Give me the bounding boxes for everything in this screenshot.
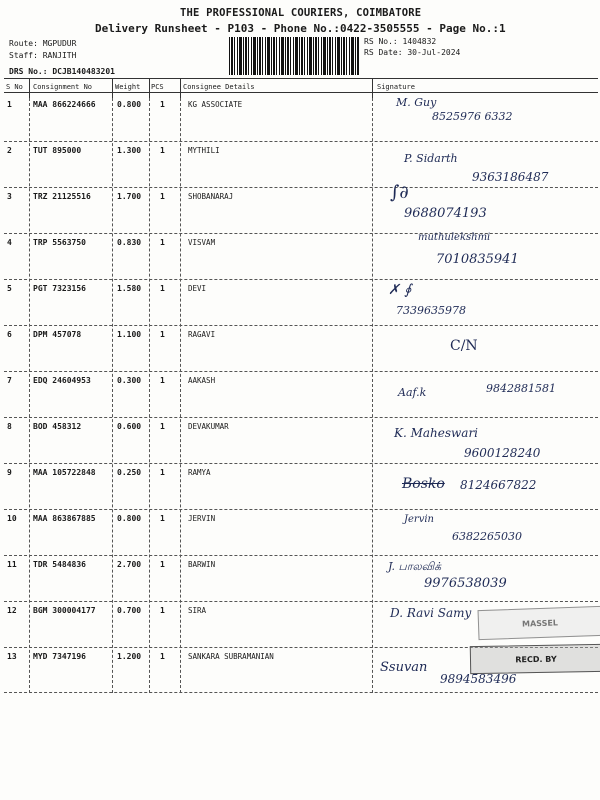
table-row <box>0 96 600 141</box>
table-row <box>0 326 600 371</box>
signature-scribble: ∫∂ <box>390 182 409 203</box>
row-consignment: TUT 895000 <box>33 146 82 155</box>
rs-date: RS Date: 30-Jul-2024 <box>364 48 461 57</box>
signature-phone: 8525976 6332 <box>432 110 513 123</box>
route-label: Route: MGPUDUR <box>9 39 77 48</box>
rs-info <box>364 36 460 58</box>
row-sno: 12 <box>7 606 17 615</box>
table-row <box>0 372 600 417</box>
row-pcs: 1 <box>160 238 165 247</box>
col-signature: Signature <box>377 83 415 91</box>
row-pcs: 1 <box>160 422 165 431</box>
row-consignment: MAA 866224666 <box>33 100 96 109</box>
row-pcs: 1 <box>160 100 165 109</box>
row-consignment: DPM 457078 <box>33 330 82 339</box>
row-consignee: VISVAM <box>188 238 216 247</box>
table-row <box>0 234 600 279</box>
row-weight: 1.580 <box>117 284 142 293</box>
table-row <box>0 510 600 555</box>
signature-phone: 9600128240 <box>464 446 541 460</box>
signature-phone: 9894583496 <box>440 672 517 686</box>
row-sno: 13 <box>7 652 17 661</box>
row-weight: 0.250 <box>117 468 142 477</box>
stamp-text: RECD. BY <box>515 654 557 664</box>
col-weight: Weight <box>115 83 141 91</box>
row-pcs: 1 <box>160 146 165 155</box>
staff-label: Staff: RANJITH <box>9 51 77 60</box>
row-consignee: MYTHILI <box>188 146 220 155</box>
signature-name: J. பாலவிக் <box>388 560 442 573</box>
row-sno: 2 <box>7 146 12 155</box>
row-consignee: DEVI <box>188 284 207 293</box>
row-consignee: KG ASSOCIATE <box>188 100 243 109</box>
signature-phone: 6382265030 <box>452 530 522 543</box>
row-weight: 2.700 <box>117 560 142 569</box>
row-weight: 1.700 <box>117 192 142 201</box>
courier-stamp <box>478 606 600 640</box>
row-sno: 1 <box>7 100 12 109</box>
row-weight: 0.700 <box>117 606 142 615</box>
row-consignment: PGT 7323156 <box>33 284 86 293</box>
signature-phone: 9976538039 <box>424 576 507 591</box>
row-consignment: BOD 458312 <box>33 422 82 431</box>
row-pcs: 1 <box>160 376 165 385</box>
drs-number: DRS No.: DCJB140483201 <box>9 67 115 76</box>
row-pcs: 1 <box>160 560 165 569</box>
signature-name: M. Guy <box>396 96 437 109</box>
signature-name: muthulekshmi <box>418 232 491 243</box>
row-pcs: 1 <box>160 514 165 523</box>
row-sno: 9 <box>7 468 12 477</box>
row-weight: 1.300 <box>117 146 142 155</box>
row-consignee: JERVIN <box>188 514 216 523</box>
table-row <box>0 418 600 463</box>
row-consignment: MAA 863867885 <box>33 514 96 523</box>
row-sno: 3 <box>7 192 12 201</box>
signature-phone: 7010835941 <box>436 252 519 267</box>
row-pcs: 1 <box>160 652 165 661</box>
signature-phone: 9842881581 <box>486 382 556 395</box>
signature-phone: 7339635978 <box>396 304 466 317</box>
row-consignment: MYD 7347196 <box>33 652 86 661</box>
row-sno: 4 <box>7 238 12 247</box>
row-divider <box>4 692 598 693</box>
row-weight: 0.800 <box>117 100 142 109</box>
row-sno: 11 <box>7 560 17 569</box>
row-consignment: TRP 5563750 <box>33 238 86 247</box>
rs-number: RS No.: 1404832 <box>364 37 437 46</box>
signature-phone: 9363186487 <box>472 170 549 184</box>
document-title: THE PROFESSIONAL COURIERS, COIMBATORE <box>180 7 422 19</box>
table-row <box>0 464 600 509</box>
table-header <box>0 78 600 98</box>
header-bottom-rule <box>4 92 598 93</box>
document-subtitle: Delivery Runsheet - P103 - Phone No.:0422-3505555 - Page No.:1 <box>95 22 506 35</box>
row-weight: 1.200 <box>117 652 142 661</box>
col-consignee: Consignee Details <box>183 83 255 91</box>
row-consignee: SHOBANARAJ <box>188 192 234 201</box>
row-sno: 10 <box>7 514 17 523</box>
row-consignee: SIRA <box>188 606 207 615</box>
row-weight: 0.600 <box>117 422 142 431</box>
col-divider <box>29 78 30 98</box>
row-consignee: RAGAVI <box>188 330 216 339</box>
table-row <box>0 182 600 233</box>
row-weight: 0.300 <box>117 376 142 385</box>
row-consignment: TRZ 21125516 <box>33 192 91 201</box>
row-consignment: EDQ 24604953 <box>33 376 91 385</box>
row-sno: 6 <box>7 330 12 339</box>
table-row <box>0 556 600 601</box>
col-pcs: PCS <box>151 83 164 91</box>
row-pcs: 1 <box>160 192 165 201</box>
table-row <box>0 280 600 325</box>
row-consignee: AAKASH <box>188 376 216 385</box>
row-consignee: RAMYA <box>188 468 211 477</box>
col-sno: S No <box>6 83 23 91</box>
row-consignment: TDR 5484836 <box>33 560 86 569</box>
row-pcs: 1 <box>160 468 165 477</box>
row-consignee: SANKARA SUBRAMANIAN <box>188 652 274 661</box>
stamp-text: MASSEL <box>521 617 559 629</box>
row-consignee: DEVAKUMAR <box>188 422 229 431</box>
table-row <box>0 142 600 187</box>
row-weight: 0.830 <box>117 238 142 247</box>
row-weight: 1.100 <box>117 330 142 339</box>
row-pcs: 1 <box>160 284 165 293</box>
signature-name: P. Sidarth <box>404 152 458 165</box>
row-pcs: 1 <box>160 330 165 339</box>
row-pcs: 1 <box>160 606 165 615</box>
col-consignment: Consignment No <box>33 83 93 91</box>
row-consignment: BGM 300004177 <box>33 606 96 615</box>
col-divider <box>112 78 113 98</box>
signature-name: Jervin <box>404 514 434 525</box>
received-stamp <box>470 644 600 674</box>
row-consignee: BARWIN <box>188 560 216 569</box>
signature-scribble: Ssuvan <box>380 660 428 675</box>
row-sno: 7 <box>7 376 12 385</box>
barcode-icon <box>229 37 359 75</box>
col-divider <box>180 78 181 98</box>
row-sno: 8 <box>7 422 12 431</box>
signature-name: Aaf.k <box>398 386 427 399</box>
signature-name: K. Maheswari <box>394 426 479 440</box>
col-divider <box>149 78 150 98</box>
signature-scribble: Bosko <box>402 476 445 492</box>
signature-name: D. Ravi Samy <box>390 606 472 620</box>
signature-phone: 9688074193 <box>404 206 487 221</box>
row-consignment: MAA 105722848 <box>33 468 96 477</box>
route-info <box>9 38 115 78</box>
signature-name: C/N <box>450 338 478 354</box>
signature-scribble: ✗ ∮ <box>388 282 412 298</box>
row-sno: 5 <box>7 284 12 293</box>
row-weight: 0.800 <box>117 514 142 523</box>
signature-phone: 8124667822 <box>460 478 537 492</box>
col-divider <box>372 78 373 98</box>
